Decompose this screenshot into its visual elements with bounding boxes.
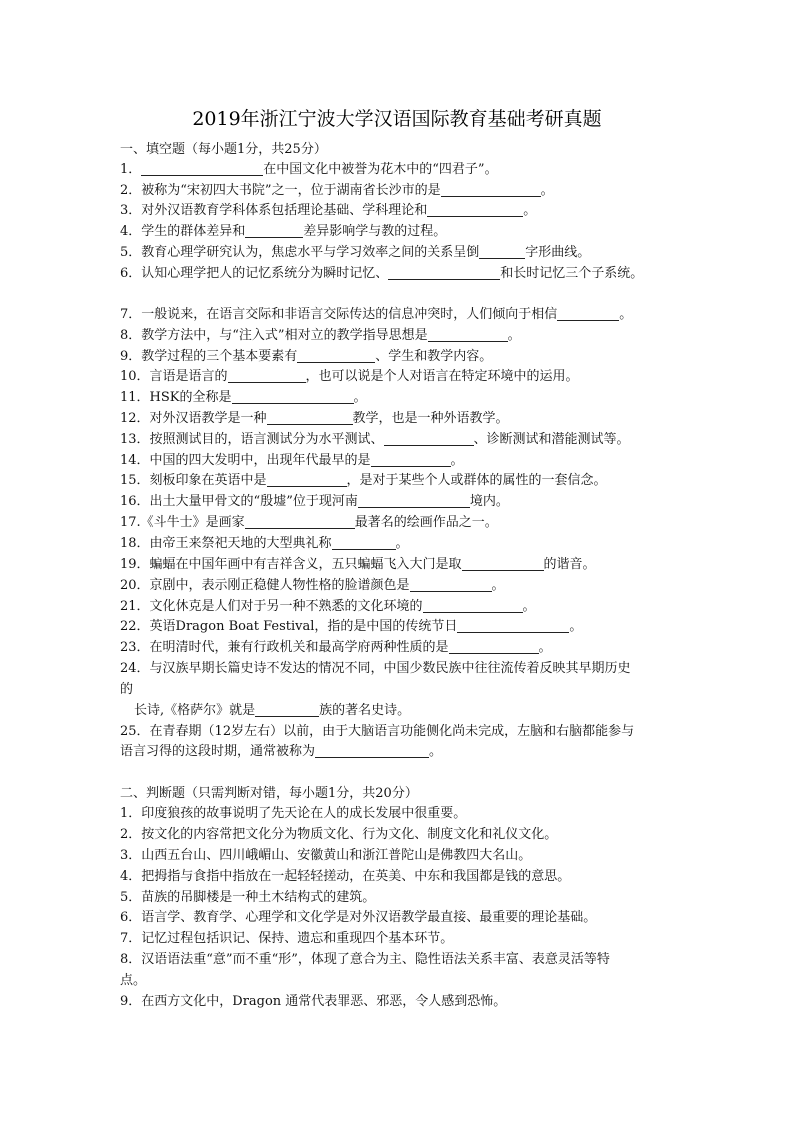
answer-blank	[441, 182, 541, 197]
question-text-tail: 。	[491, 578, 505, 593]
fill-blank-line	[120, 388, 367, 408]
answer-blank	[267, 472, 347, 487]
question-text-tail: 。	[619, 307, 633, 322]
question-text: 14．中国的四大发明中，出现年代最早的是	[120, 453, 371, 468]
fill-blank-line	[120, 264, 643, 284]
question-text: 22．英语Dragon Boat Festival，指的是中国的传统节日	[120, 619, 458, 634]
question-text: 7．一般说来，在语言交际和非语言交际传达的信息冲突时，人们倾向于相信	[120, 307, 558, 322]
answer-blank	[228, 368, 306, 383]
fill-blank-line	[120, 742, 442, 762]
fill-blank-line	[120, 680, 133, 700]
answer-blank	[557, 306, 619, 321]
answer-blank	[297, 348, 375, 363]
answer-blank	[245, 223, 303, 238]
true-false-question: 9．在西方文化中，Dragon 通常代表罪恶、邪恶，令人感到恐怖。	[120, 994, 507, 1009]
question-text-tail: 。	[395, 536, 409, 551]
question-text: 19．蝙蝠在中国年画中有吉祥含义，五只蝙蝠飞入大门是取	[120, 557, 462, 572]
question-text-tail: 。	[522, 599, 536, 614]
true-false-question: 1．印度狼孩的故事说明了先天论在人的成长发展中很重要。	[120, 806, 467, 821]
question-text: 6．认知心理学把人的记忆系统分为瞬时记忆、	[120, 266, 389, 281]
answer-blank	[427, 202, 523, 217]
fill-blank-line	[120, 347, 492, 367]
question-text: 长诗,《格萨尔》就是	[134, 703, 256, 718]
answer-blank	[428, 327, 508, 342]
question-text: 16．出土大量甲骨文的“殷墟”位于现河南	[120, 494, 358, 509]
question-text: 9．教学过程的三个基本要素有	[120, 349, 298, 364]
question-text: 15．刻板印象在英语中是	[120, 473, 267, 488]
question-text-tail: ，是对于某些个人或群体的属性的一套信念。	[346, 473, 607, 488]
question-text: 3．对外汉语教育学科体系包括理论基础、学科理论和	[120, 203, 428, 218]
question-text-tail: 、学生和教学内容。	[375, 349, 493, 364]
question-text: 23．在明清时代，兼有行政机关和最高学府两种性质的是	[120, 640, 449, 655]
fill-blank-line	[120, 722, 634, 742]
page-title: 2019年浙江宁波大学汉语国际教育基础考研真题	[192, 108, 602, 130]
question-text: 17.《斗牛士》是画家	[120, 515, 245, 530]
fill-blank-line	[120, 367, 579, 387]
true-false-question: 6．语言学、教育学、心理学和文化学是对外汉语教学最直接、最重要的理论基础。	[120, 910, 597, 925]
answer-blank	[457, 618, 569, 633]
question-text: 24．与汉族早期长篇史诗不发达的情况不同，中国少数民族中往往流传着反映其早期历史	[120, 661, 631, 676]
fill-blank-line	[120, 659, 631, 679]
answer-blank	[479, 244, 525, 259]
question-text: 语言习得的这段时期，通常被称为	[120, 744, 316, 759]
question-text: 2．被称为“宋初四大书院”之一，位于湖南省长沙市的是	[120, 183, 441, 198]
question-text-tail: ，也可以说是个人对语言在特定环境中的运用。	[305, 369, 579, 384]
question-text-tail: 。	[569, 619, 583, 634]
question-text-tail: 最著名的绘画作品之一。	[354, 515, 498, 530]
question-text-tail: 字形曲线。	[525, 245, 591, 260]
fill-blank-line	[120, 201, 536, 221]
fill-blank-line	[120, 430, 630, 450]
question-text: 4．学生的群体差异和	[120, 224, 246, 239]
true-false-question: 点。	[120, 973, 147, 988]
fill-blank-line	[120, 409, 509, 429]
question-text-tail: 。	[523, 203, 537, 218]
answer-blank	[384, 431, 474, 446]
question-text-tail: 境内。	[469, 494, 509, 509]
fill-blank-line	[120, 597, 536, 617]
answer-blank	[245, 514, 355, 529]
fill-blank-line	[120, 555, 596, 575]
fill-blank-line	[120, 451, 464, 471]
fill-blank-line	[134, 701, 410, 721]
fill-blank-line	[120, 471, 607, 491]
true-false-question: 3．山西五台山、四川峨嵋山、安徽黄山和浙江普陀山是佛教四大名山。	[120, 848, 532, 863]
question-text-tail: 和长时记忆三个子系统。	[500, 266, 644, 281]
answer-blank	[141, 161, 263, 176]
question-text: 的	[120, 682, 134, 697]
fill-blank-line	[120, 305, 632, 325]
answer-blank	[315, 743, 429, 758]
question-text-tail: 差异影响学与教的过程。	[303, 224, 447, 239]
question-text-tail: 。	[429, 744, 443, 759]
answer-blank	[462, 556, 544, 571]
question-text-tail: 。	[538, 640, 552, 655]
question-text-tail: 。	[507, 328, 521, 343]
question-text: 10．言语是语言的	[120, 369, 228, 384]
fill-blank-line	[120, 326, 521, 346]
true-false-question: 4．把拇指与食指中指放在一起轻轻搓动，在英美、中东和我国都是钱的意思。	[120, 869, 571, 884]
true-false-question: 7．记忆过程包括识记、保持、遗忘和重现四个基本环节。	[120, 931, 454, 946]
question-text-tail: 族的著名史诗。	[319, 703, 411, 718]
question-text: 18．由帝王来祭祀天地的大型典礼称	[120, 536, 332, 551]
answer-blank	[358, 493, 470, 508]
fill-blank-line	[120, 222, 446, 242]
question-text-tail: 。	[540, 183, 554, 198]
question-text-tail: 在中国文化中被誉为花木中的“四君子”。	[263, 162, 498, 177]
answer-blank	[267, 410, 353, 425]
section1-heading: 一、填空题（每小题1分，共25分）	[120, 142, 327, 157]
fill-blank-line	[120, 513, 498, 533]
question-text: 13．按照测试目的，语言测试分为水平测试、	[120, 432, 384, 447]
answer-blank	[232, 389, 354, 404]
fill-blank-line	[120, 492, 509, 512]
question-text: 12．对外汉语教学是一种	[120, 411, 267, 426]
fill-blank-line	[120, 576, 505, 596]
question-text: 11．HSK的全称是	[120, 390, 232, 405]
question-text: 20．京剧中，表示刚正稳健人物性格的脸谱颜色是	[120, 578, 410, 593]
section2-heading: 二、判断题（只需判断对错，每小题1分，共20分）	[120, 786, 418, 801]
fill-blank-line	[120, 617, 582, 637]
fill-blank-line	[120, 638, 552, 658]
question-text: 8．教学方法中，与“注入式”相对立的教学指导思想是	[120, 328, 428, 343]
question-text-tail: 。	[353, 390, 367, 405]
true-false-question: 2．按文化的内容常把文化分为物质文化、行为文化、制度文化和礼仪文化。	[120, 827, 558, 842]
answer-blank	[255, 702, 319, 717]
fill-blank-line	[120, 534, 409, 554]
question-text: 5．教育心理学研究认为，焦虑水平与学习效率之间的关系呈倒	[120, 245, 480, 260]
question-text-tail: 的谐音。	[543, 557, 596, 572]
question-text-tail: 。	[450, 453, 464, 468]
answer-blank	[371, 452, 451, 467]
question-text-tail: 教学，也是一种外语教学。	[352, 411, 509, 426]
fill-blank-line	[120, 181, 554, 201]
answer-blank	[423, 598, 523, 613]
answer-blank	[332, 535, 396, 550]
fill-blank-line	[120, 243, 590, 263]
answer-blank	[410, 577, 492, 592]
question-text: 1．	[120, 162, 142, 177]
true-false-question: 8．汉语语法重“意”而不重“形”，体现了意合为主、隐性语法关系丰富、表意灵活等特	[120, 952, 610, 967]
true-false-question: 5．苗族的吊脚楼是一种土木结构式的建筑。	[120, 890, 376, 905]
question-text: 21．文化休克是人们对于另一种不熟悉的文化环境的	[120, 599, 423, 614]
fill-blank-line	[120, 160, 498, 180]
answer-blank	[449, 639, 539, 654]
question-text: 25．在青春期（12岁左右）以前，由于大脑语言功能侧化尚未完成，左脑和右脑都能参与	[120, 724, 635, 739]
answer-blank	[388, 265, 500, 280]
question-text-tail: 、诊断测试和潜能测试等。	[473, 432, 630, 447]
